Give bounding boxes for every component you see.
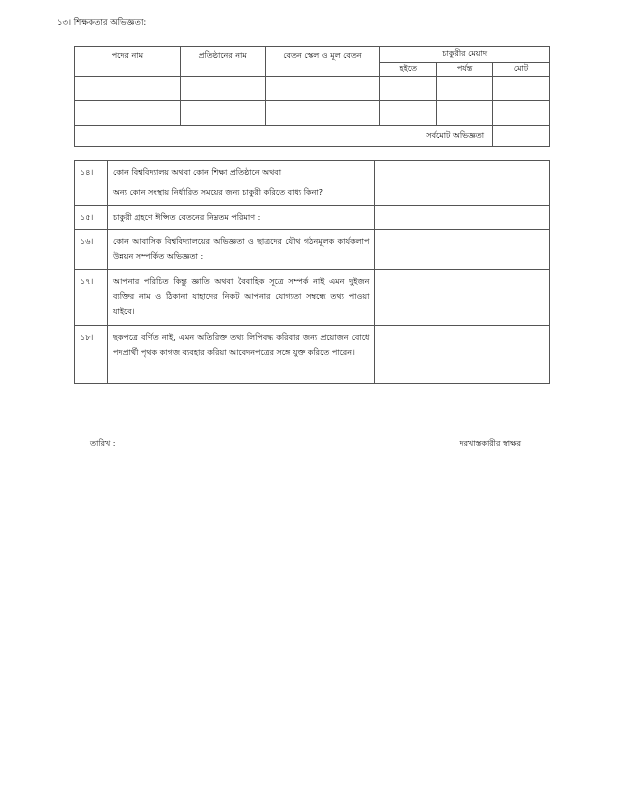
cell[interactable] xyxy=(265,101,380,126)
question-text-line: অন্য কোন সংস্থায় নির্ধারিত সময়ের জন্য চাকুরী করিতে বাধ্য কিনা? xyxy=(112,188,323,197)
question-text: ছকপত্রে বর্ণিত নাই, এমন অতিরিক্ত তথ্য লিপিবদ্ধ করিবার জন্য প্রয়োজন বোধে পদপ্রার্থী পৃথক কাগজ ব্যবহার করিয়া আবেদনপত্রের সঙ্গে যুক্ত করিতে পারেন। xyxy=(107,326,374,384)
cell[interactable] xyxy=(380,77,437,101)
table-row xyxy=(75,101,550,126)
header-pay-scale: বেতন স্কেল ও মূল বেতন xyxy=(265,47,380,77)
answer-cell[interactable] xyxy=(375,326,550,384)
answer-cell[interactable] xyxy=(375,270,550,326)
cell[interactable] xyxy=(75,101,181,126)
cell[interactable] xyxy=(493,101,550,126)
teaching-experience-table xyxy=(74,46,550,147)
header-post-name: পদের নাম xyxy=(75,47,181,77)
cell[interactable] xyxy=(75,77,181,101)
answer-cell[interactable] xyxy=(375,206,550,230)
header-from: হইতে xyxy=(380,63,437,77)
cell[interactable] xyxy=(180,77,265,101)
question-number: ১৪। xyxy=(75,161,108,206)
question-text: চাকুরী গ্রহণে ঈপ্সিত বেতনের নিম্নতম পরিমাণ : xyxy=(107,206,374,230)
cell[interactable] xyxy=(265,77,380,101)
question-row-15 xyxy=(75,206,550,230)
question-row-17 xyxy=(75,270,550,326)
question-row-18 xyxy=(75,326,550,384)
grand-total-label: সর্বমোট অভিজ্ঞতা xyxy=(75,126,493,147)
answer-cell[interactable] xyxy=(375,230,550,270)
cell[interactable] xyxy=(380,101,437,126)
question-row-16 xyxy=(75,230,550,270)
cell[interactable] xyxy=(437,77,493,101)
date-label: তারিখ : xyxy=(90,439,116,448)
section-13-title: ১৩। শিক্ষকতার অভিজ্ঞতা: xyxy=(57,18,147,28)
question-number: ১৫। xyxy=(75,206,108,230)
signature-label: দরখাস্তকারীর স্বাক্ষর xyxy=(459,439,521,448)
header-institution-name: প্রতিষ্ঠানের নাম xyxy=(180,47,265,77)
cell[interactable] xyxy=(180,101,265,126)
header-to: পর্যন্ত xyxy=(437,63,493,77)
cell[interactable] xyxy=(437,101,493,126)
header-service-period: চাকুরীর মেয়াদ xyxy=(380,47,550,63)
header-total: মোট xyxy=(493,63,550,77)
grand-total-value[interactable] xyxy=(493,126,550,147)
table-row xyxy=(75,77,550,101)
questions-table xyxy=(74,160,550,384)
question-text: আপনার পরিচিত কিন্তু জ্ঞাতি অথবা বৈবাহিক সূত্রে সম্পর্ক নাই এমন দুইজন ব্যক্তির নাম ও ঠিকানা যাহাদের নিকট আপনার যোগ্যতা সম্বন্ধে তথ্য পাওয়া যাইবে। xyxy=(107,270,374,326)
question-number: ১৮। xyxy=(75,326,108,384)
question-text-line: কোন বিশ্ববিদ্যালয় অথবা কোন শিক্ষা প্রতিষ্ঠানে অথবা xyxy=(112,168,282,177)
question-row-14 xyxy=(75,161,550,206)
question-number: ১৬। xyxy=(75,230,108,270)
question-text: কোন আবাসিক বিশ্ববিদ্যালয়ের অভিজ্ঞতা ও ছাত্রদের যৌথ গঠনমূলক কার্যকলাপ উন্নয়ন সম্পর্কিত অভিজ্ঞতা : xyxy=(107,230,374,270)
answer-cell[interactable] xyxy=(375,161,550,206)
question-number: ১৭। xyxy=(75,270,108,326)
cell[interactable] xyxy=(493,77,550,101)
